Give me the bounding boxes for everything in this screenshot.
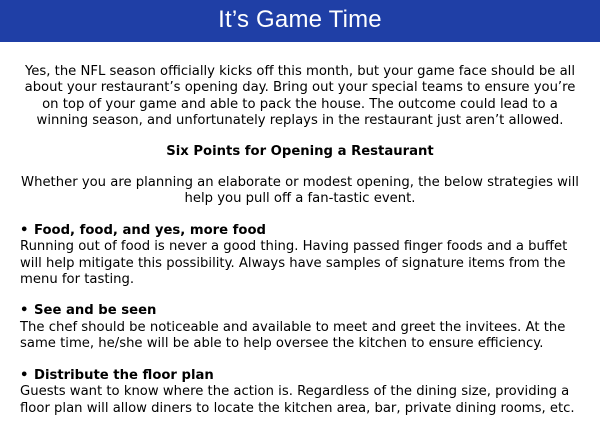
point-title-row bbox=[20, 223, 580, 239]
article-body bbox=[20, 64, 580, 417]
page-title: It’s Game Time bbox=[218, 6, 382, 33]
intro-paragraph: Yes, the NFL season officially kicks off this month, but your game face should be all about your restaurant’s opening day. Bring out your special teams to ensure you’re on top of your game and able to pack the house. The outcome could lead to a winning season, and unfortunately replays in the restaurant just aren’t allowed. bbox=[24, 64, 576, 129]
point-item bbox=[20, 223, 580, 289]
bullet-icon: • bbox=[20, 367, 29, 383]
bullet-icon: • bbox=[20, 303, 29, 319]
point-title: Distribute the floor plan bbox=[34, 367, 214, 383]
point-title: Food, food, and yes, more food bbox=[34, 222, 266, 238]
point-title: See and be seen bbox=[34, 303, 157, 319]
section-heading: Six Points for Opening a Restaurant bbox=[166, 143, 434, 159]
strategies-paragraph: Whether you are planning an elaborate or modest opening, the below strategies will help you pull off a fan-tastic event. bbox=[21, 175, 579, 207]
header-banner bbox=[0, 0, 600, 42]
point-item bbox=[20, 303, 580, 352]
point-title-row bbox=[20, 303, 580, 319]
point-item bbox=[20, 368, 580, 417]
point-body: Running out of food is never a good thing. Having passed finger foods and a buffet will help mitigate this possibility. Always have samples of signature items from the menu for tasting. bbox=[20, 239, 568, 288]
point-body: Guests want to know where the action is. Regardless of the dining size, providing a floor plan will allow diners to locate the kitchen area, bar, private dining rooms, etc. bbox=[20, 384, 575, 416]
point-body: The chef should be noticeable and available to meet and greet the invitees. At the same time, he/she will be able to help oversee the kitchen to ensure efficiency. bbox=[20, 319, 566, 352]
point-title-row bbox=[20, 368, 580, 384]
bullet-icon: • bbox=[20, 222, 29, 238]
